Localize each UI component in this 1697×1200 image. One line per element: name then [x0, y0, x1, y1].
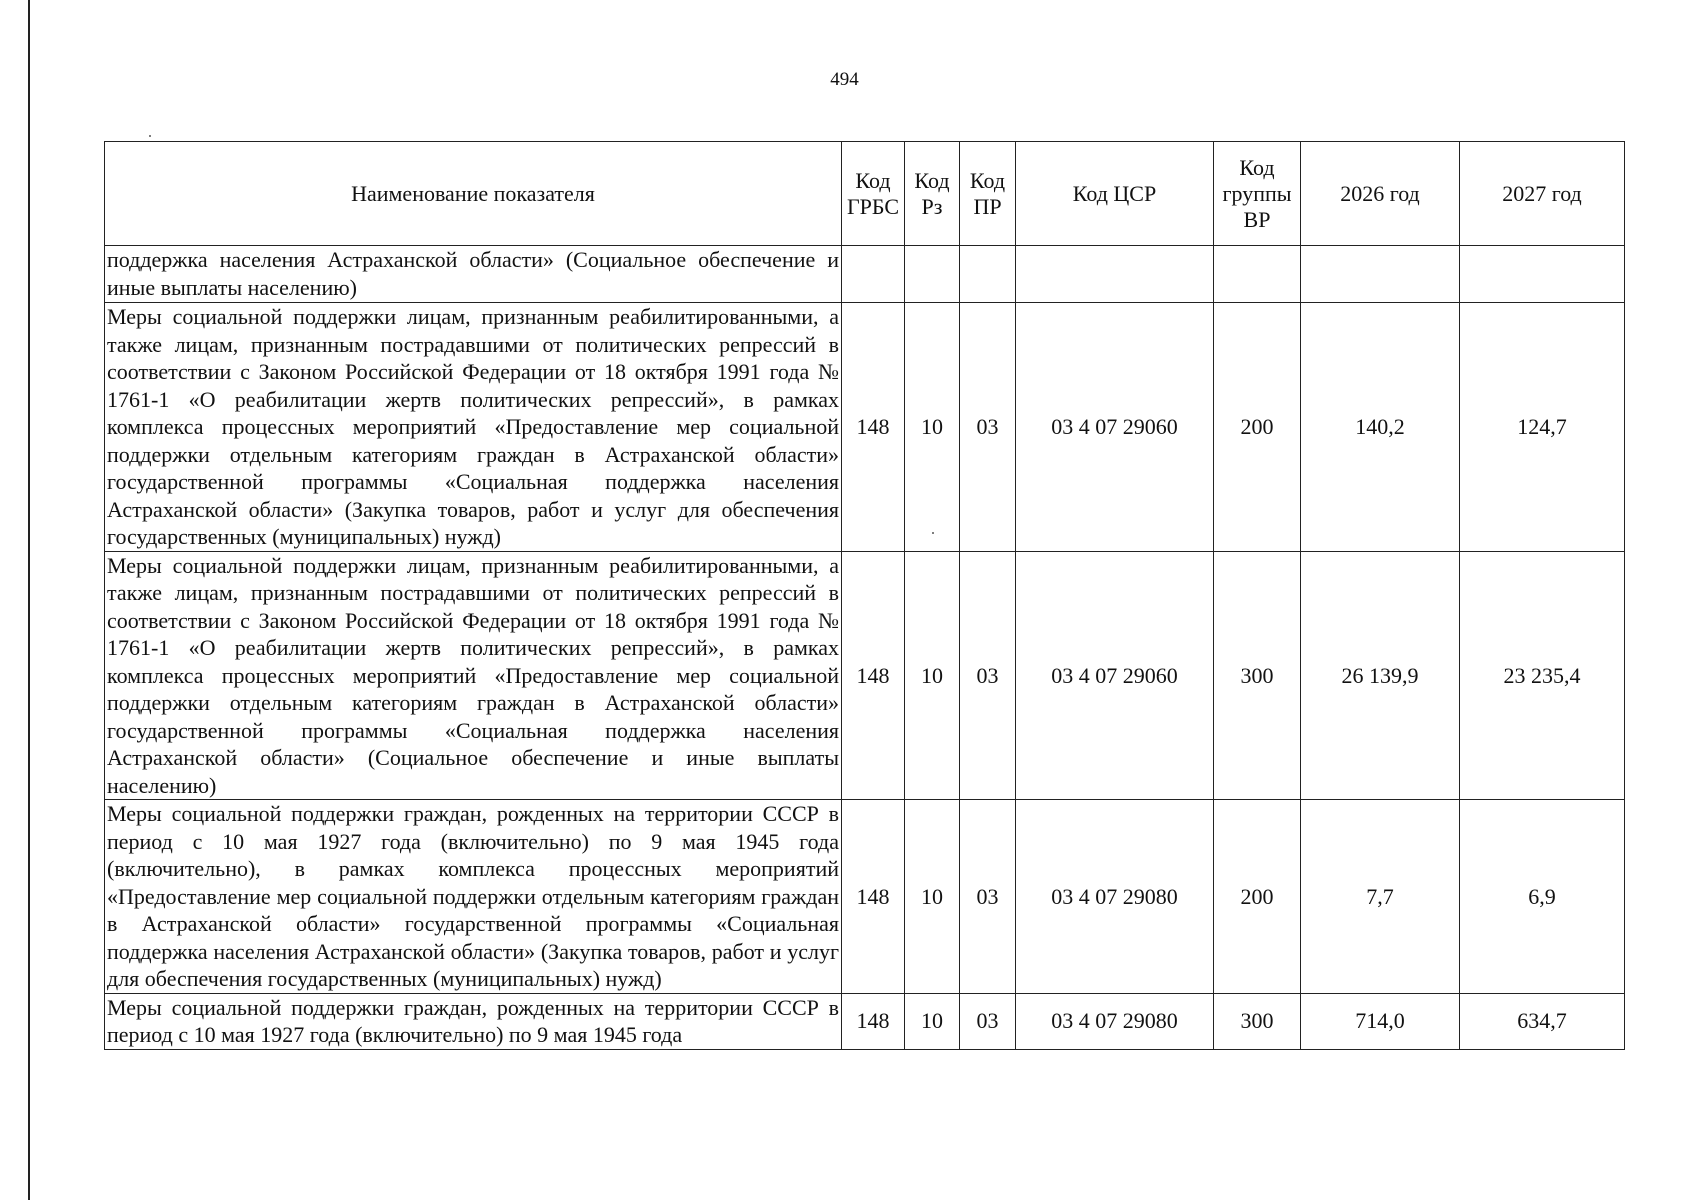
row-pr: 03	[960, 551, 1016, 800]
table-header-row	[105, 142, 1625, 246]
row-vr: 200	[1214, 303, 1301, 552]
row-csr: 03 4 07 29060	[1016, 551, 1214, 800]
header-2027: 2027 год	[1460, 142, 1625, 246]
row-pr: 03	[960, 303, 1016, 552]
header-2026: 2026 год	[1301, 142, 1460, 246]
row-2027: 23 235,4	[1460, 551, 1625, 800]
table-row	[105, 800, 1625, 994]
row-rz: 10	[905, 551, 960, 800]
row-csr	[1016, 246, 1214, 303]
row-2027	[1460, 246, 1625, 303]
row-rz: 10	[905, 993, 960, 1049]
row-pr: 03	[960, 993, 1016, 1049]
row-2027: 634,7	[1460, 993, 1625, 1049]
row-csr: 03 4 07 29080	[1016, 993, 1214, 1049]
row-csr: 03 4 07 29080	[1016, 800, 1214, 994]
row-2026: 7,7	[1301, 800, 1460, 994]
row-rz: 10	[905, 800, 960, 994]
budget-table	[104, 141, 1625, 1050]
page-number: 494	[830, 69, 859, 90]
row-2027: 6,9	[1460, 800, 1625, 994]
row-2026: 140,2	[1301, 303, 1460, 552]
table-row	[105, 551, 1625, 800]
row-description: Меры социальной поддержки граждан, рожденных на территории СССР в период с 10 мая 1927 года (включительно) по 9 мая 1945 года	[105, 993, 842, 1049]
table-row	[105, 993, 1625, 1049]
row-2026	[1301, 246, 1460, 303]
row-2027: 124,7	[1460, 303, 1625, 552]
row-grbs	[842, 246, 905, 303]
header-vr: Код группы ВР	[1214, 142, 1301, 246]
row-description: Меры социальной поддержки лицам, признанным реабилитированными, а также лицам, признанным пострадавшими от политических репрессий в соответствии с Законом Российской Федерации от 18 октября 1991 года № 1761-1 «О реабилитации жертв политических репрессий», в рамках комплекса процессных мероприятий «Предоставление мер социальной поддержки отдельным категориям граждан в Астраханской области» государственной программы «Социальная поддержка населения Астраханской области» (Социальное обеспечение и иные выплаты населению)	[105, 551, 842, 800]
row-2026: 714,0	[1301, 993, 1460, 1049]
row-grbs: 148	[842, 800, 905, 994]
row-2026: 26 139,9	[1301, 551, 1460, 800]
row-rz	[905, 246, 960, 303]
row-description: Меры социальной поддержки лицам, признанным реабилитированными, а также лицам, признанным пострадавшими от политических репрессий в соответствии с Законом Российской Федерации от 18 октября 1991 года № 1761-1 «О реабилитации жертв политических репрессий», в рамках комплекса процессных мероприятий «Предоставление мер социальной поддержки отдельным категориям граждан в Астраханской области» государственной программы «Социальная поддержка населения Астраханской области» (Закупка товаров, работ и услуг для обеспечения государственных (муниципальных) нужд)	[105, 303, 842, 552]
table-row	[105, 303, 1625, 552]
table-row	[105, 246, 1625, 303]
header-pr: Код ПР	[960, 142, 1016, 246]
row-rz: 10	[905, 303, 960, 552]
row-grbs: 148	[842, 303, 905, 552]
row-description: Меры социальной поддержки граждан, рожденных на территории СССР в период с 10 мая 1927 года (включительно) по 9 мая 1945 года (включительно), в рамках комплекса процессных мероприятий «Предоставление мер социальной поддержки отдельным категориям граждан в Астраханской области» государственной программы «Социальная поддержка населения Астраханской области» (Закупка товаров, работ и услуг для обеспечения государственных (муниципальных) нужд)	[105, 800, 842, 994]
row-grbs: 148	[842, 551, 905, 800]
row-vr	[1214, 246, 1301, 303]
header-csr: Код ЦСР	[1016, 142, 1214, 246]
row-vr: 300	[1214, 551, 1301, 800]
row-vr: 300	[1214, 993, 1301, 1049]
row-pr	[960, 246, 1016, 303]
scan-artifact	[149, 135, 151, 137]
header-rz: Код Рз	[905, 142, 960, 246]
row-description: поддержка населения Астраханской области» (Социальное обеспечение и иные выплаты населению)	[105, 246, 842, 303]
row-pr: 03	[960, 800, 1016, 994]
header-grbs: Код ГРБС	[842, 142, 905, 246]
row-grbs: 148	[842, 993, 905, 1049]
binding-margin-line	[28, 0, 30, 1200]
row-csr: 03 4 07 29060	[1016, 303, 1214, 552]
header-name: Наименование показателя	[105, 142, 842, 246]
row-vr: 200	[1214, 800, 1301, 994]
